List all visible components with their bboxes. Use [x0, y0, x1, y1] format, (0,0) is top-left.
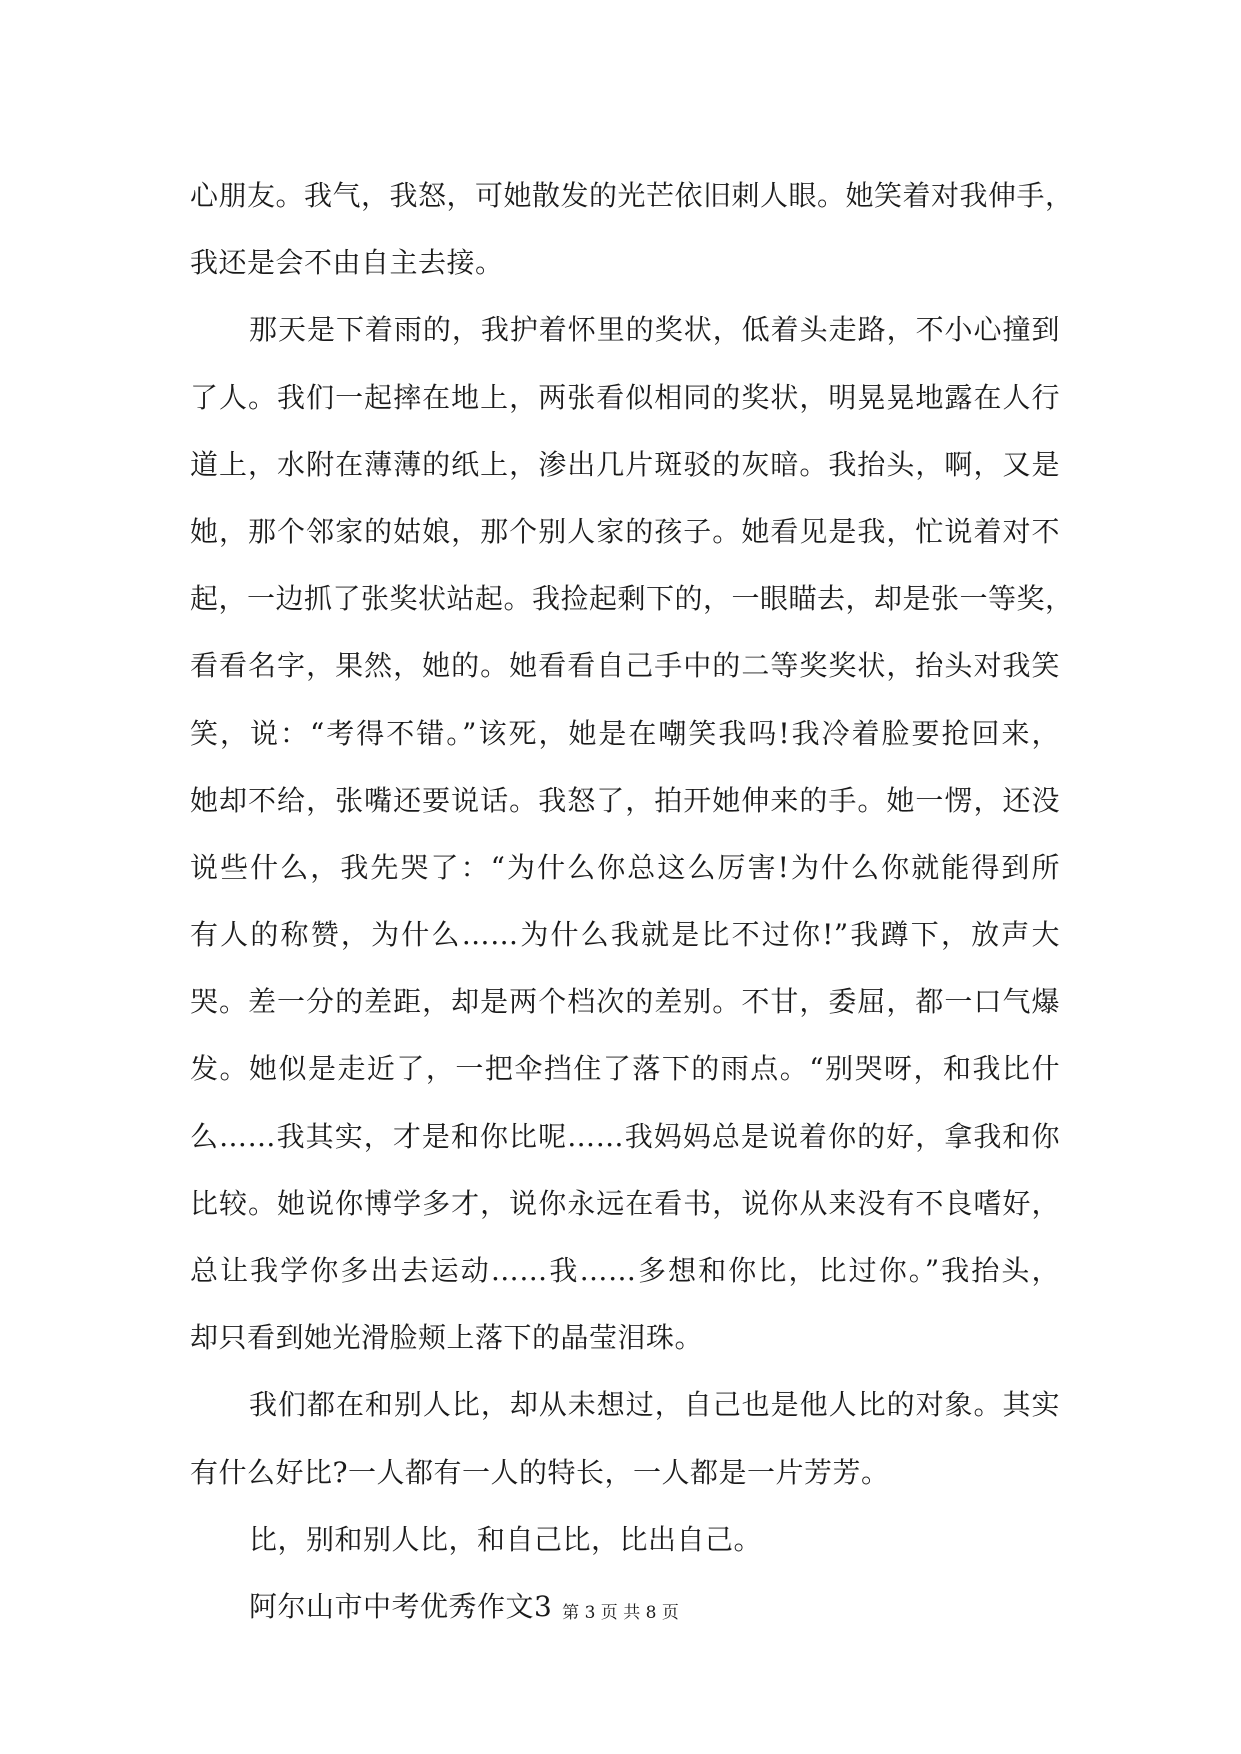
essay-body	[190, 162, 1074, 1640]
text-line: 有什么好比?一人都有一人的特长，一人都是一片芳芳。	[190, 1455, 890, 1489]
text-line: 么……我其实，才是和你比呢……我妈妈总是说着你的好，拿我和你	[190, 1119, 1060, 1153]
text-line: 比较。她说你博学多才，说你永远在看书，说你从来没有不良嗜好，	[190, 1186, 1060, 1220]
text-line: 那天是下着雨的，我护着怀里的奖状，低着头走路，不小心撞到	[249, 313, 1060, 347]
text-line: 她却不给，张嘴还要说话。我怒了，拍开她伸来的手。她一愣，还没	[190, 783, 1060, 817]
text-line: 她，那个邻家的姑娘，那个别人家的孩子。她看见是我，忙说着对不	[190, 514, 1060, 548]
page-number-footer: 第 3 页 共 8 页	[562, 1603, 679, 1623]
text-line: 比，别和别人比，和自己比，比出自己。	[249, 1522, 763, 1556]
text-line: 我们都在和别人比，却从未想过，自己也是他人比的对象。其实	[249, 1388, 1060, 1422]
text-line: 起，一边抓了张奖状站起。我捡起剩下的，一眼瞄去，却是张一等奖，	[190, 582, 1074, 616]
text-line: 总让我学你多出去运动……我……多想和你比，比过你。”我抬头，	[190, 1254, 1060, 1287]
text-line: 道上，水附在薄薄的纸上，渗出几片斑驳的灰暗。我抬头，啊，又是	[190, 447, 1060, 481]
text-line: 我还是会不由自主去接。	[190, 246, 504, 280]
text-line: 有人的称赞，为什么……为什么我就是比不过你!”我蹲下，放声大	[190, 918, 1060, 952]
text-line: 却只看到她光滑脸颊上落下的晶莹泪珠。	[190, 1321, 704, 1355]
text-line: 发。她似是走近了，一把伞挡住了落下的雨点。“别哭呀，和我比什	[190, 1052, 1060, 1086]
section-heading: 阿尔山市中考优秀作文3	[249, 1589, 553, 1623]
text-line: 说些什么，我先哭了：“为什么你总这么厉害!为什么你就能得到所	[190, 850, 1060, 884]
text-line: 心朋友。我气，我怒，可她散发的光芒依旧刺人眼。她笑着对我伸手，	[190, 179, 1074, 212]
text-line: 了人。我们一起摔在地上，两张看似相同的奖状，明晃晃地露在人行	[190, 380, 1060, 414]
text-line: 看看名字，果然，她的。她看看自己手中的二等奖奖状，抬头对我笑	[190, 649, 1060, 683]
text-line: 哭。差一分的差距，却是两个档次的差别。不甘，委屈，都一口气爆	[190, 985, 1060, 1019]
text-line: 笑，说：“考得不错。”该死，她是在嘲笑我吗!我冷着脸要抢回来，	[190, 716, 1060, 750]
